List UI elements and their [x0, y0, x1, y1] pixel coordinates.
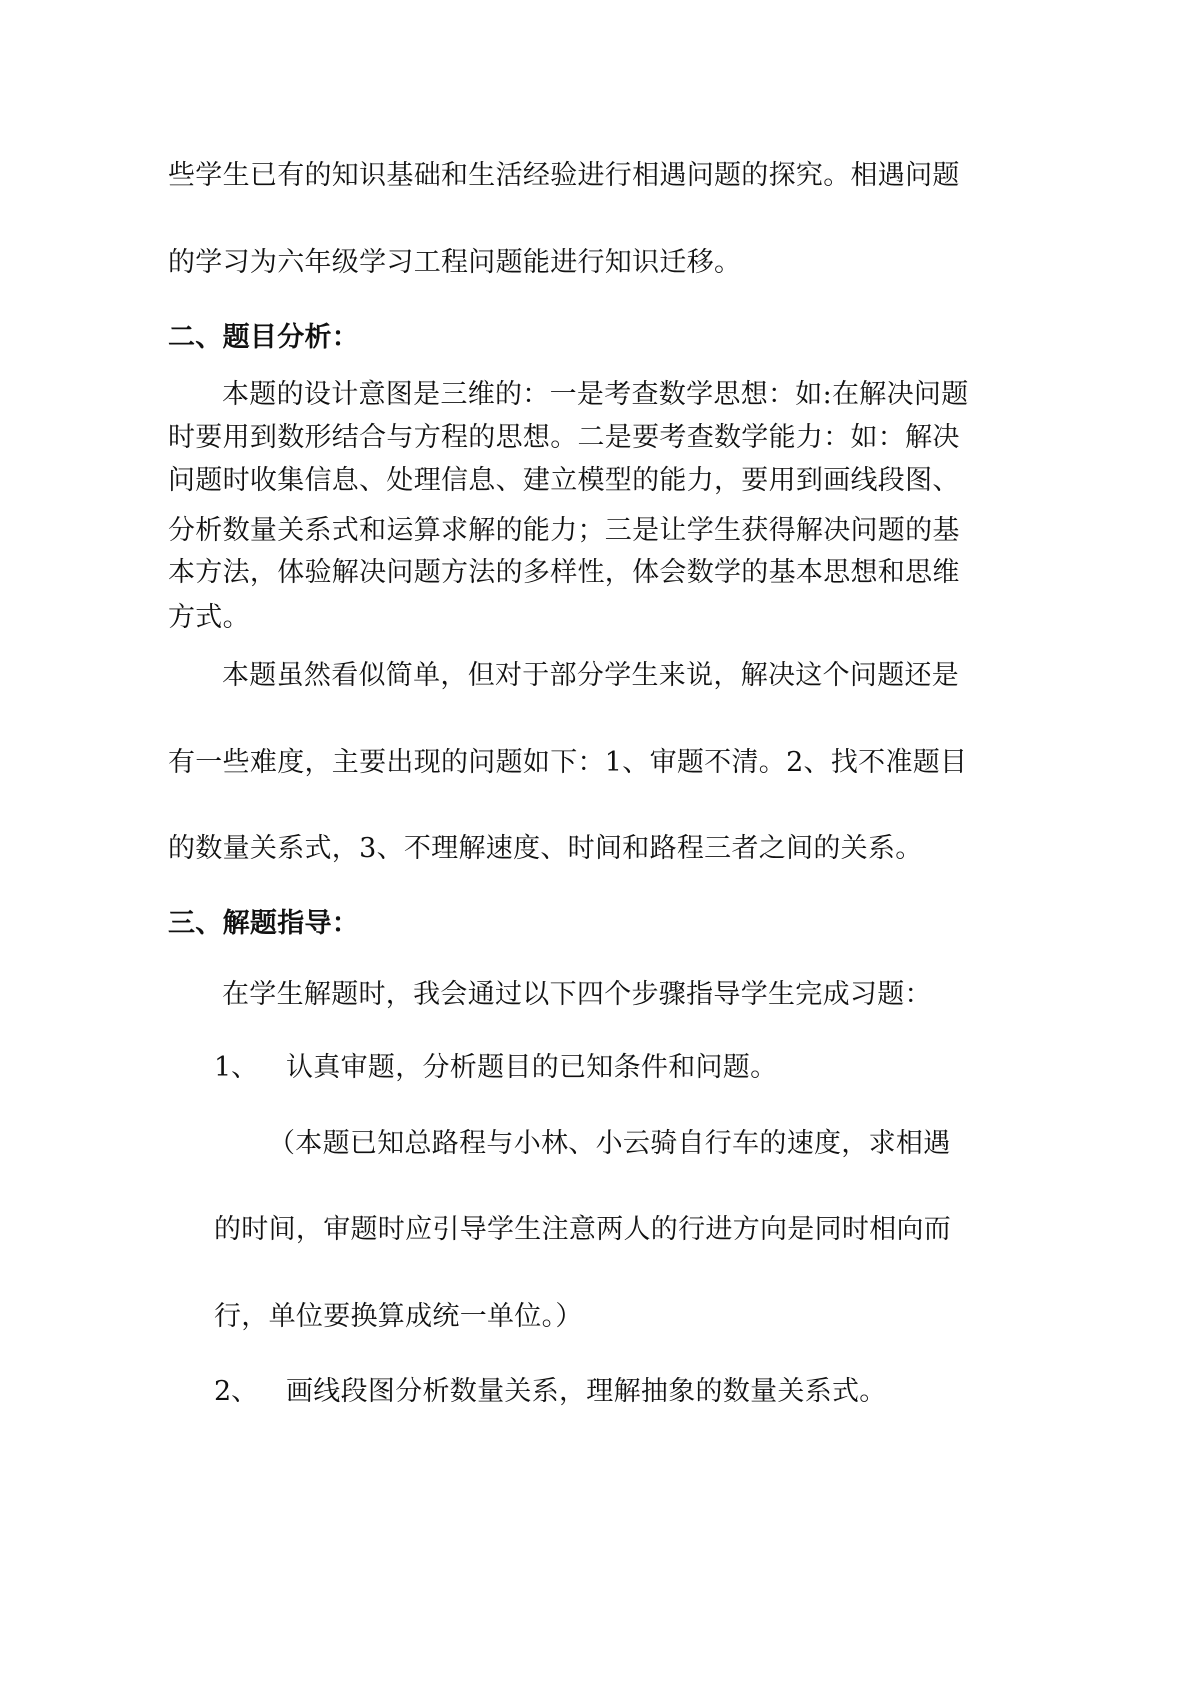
section-2-para-1-line-3: 问题时收集信息、处理信息、建立模型的能力，要用到画线段图、	[168, 465, 960, 496]
section-2-para-2-line-3: 的数量关系式，3、不理解速度、时间和路程三者之间的关系。	[168, 833, 923, 864]
section-2-para-1-line-1: 本题的设计意图是三维的：一是考查数学思想：如:在解决问题	[222, 379, 969, 410]
section-2-para-1-line-4: 分析数量关系式和运算求解的能力；三是让学生获得解决问题的基	[168, 515, 960, 546]
section-2-para-1-line-6: 方式。	[168, 602, 250, 633]
intro-line-1: 些学生已有的知识基础和生活经验进行相遇问题的探究。相遇问题	[168, 160, 960, 191]
section-2-para-2-line-1: 本题虽然看似简单，但对于部分学生来说，解决这个问题还是	[222, 660, 960, 691]
step-1-note-line-2: 的时间，审题时应引导学生注意两人的行进方向是同时相向而	[214, 1214, 952, 1245]
section-2-para-2-line-2: 有一些难度，主要出现的问题如下：1、审题不清。2、找不准题目	[168, 747, 968, 778]
step-1-note-line-1: （本题已知总路程与小林、小云骑自行车的速度，求相遇	[268, 1128, 951, 1159]
intro-line-2: 的学习为六年级学习工程问题能进行知识迁移。	[168, 247, 742, 278]
step-2-number: 2、	[214, 1376, 259, 1407]
step-1-number: 1、	[214, 1052, 259, 1083]
step-2-text: 画线段图分析数量关系，理解抽象的数量关系式。	[286, 1376, 887, 1407]
section-2-para-1-line-2: 时要用到数形结合与方程的思想。二是要考查数学能力：如：解决	[168, 422, 960, 453]
section-2-heading: 二、题目分析：	[168, 322, 360, 353]
section-3-heading: 三、解题指导：	[168, 908, 360, 939]
section-3-intro: 在学生解题时，我会通过以下四个步骤指导学生完成习题：	[222, 979, 932, 1010]
section-2-para-1-line-5: 本方法，体验解决问题方法的多样性，体会数学的基本思想和思维	[168, 557, 960, 588]
step-1-note-line-3: 行，单位要换算成统一单位。）	[214, 1301, 583, 1332]
step-1-text: 认真审题，分析题目的已知条件和问题。	[286, 1052, 778, 1083]
